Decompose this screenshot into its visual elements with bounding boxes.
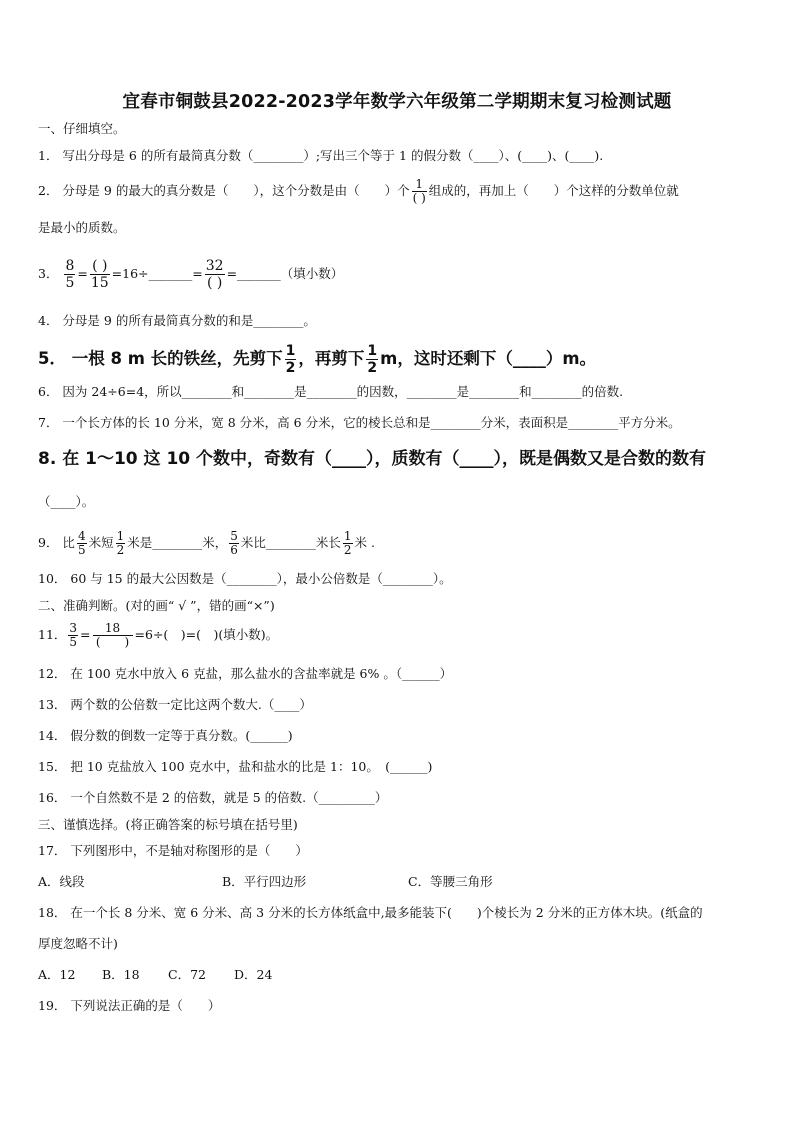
question-13: 13． 两个数的公倍数一定比这两个数大.（____） xyxy=(38,697,312,712)
fraction-denominator: 5 xyxy=(69,635,78,649)
question-9-text-c: 米是________米， xyxy=(127,535,228,550)
fraction-denominator: ( ) xyxy=(206,275,223,291)
question-18-continuation: 厚度忽略不计) xyxy=(38,936,118,951)
question-2-fraction xyxy=(412,178,427,205)
fraction-denominator: 6 xyxy=(230,543,238,557)
fraction-numerator: 1 xyxy=(285,343,296,359)
question-18: 18． 在一个长 8 分米、宽 6 分米、高 3 分米的长方体纸盒中,最多能装下( )个棱长为 2 分米的正方体木块。(纸盒的 xyxy=(38,905,703,920)
question-9-text-d: 米比________米长 xyxy=(240,535,341,550)
question-5 xyxy=(38,343,596,376)
option-c: C．72 xyxy=(168,967,206,982)
question-7: 7． 一个长方体的长 10 分米，宽 8 分米，高 6 分米，它的棱长总和是________分米，表面积是________平方分米。 xyxy=(38,415,681,430)
fraction-numerator: 1 xyxy=(412,178,427,192)
question-6: 6． 因为 24÷6=4，所以________和________是________的因数，________是________和________的倍数. xyxy=(38,384,624,399)
option-c: C．等腰三角形 xyxy=(408,874,493,889)
option-d: D．24 xyxy=(234,967,273,982)
fraction-numerator: 3 xyxy=(69,621,78,635)
question-9-fraction-2 xyxy=(116,530,126,557)
fraction-numerator: 8 xyxy=(65,258,75,274)
question-8: 8. 在 1～10 这 10 个数中，奇数有（____），质数有（____），既是偶数又是合数的数有 xyxy=(38,449,707,469)
question-11-fraction-1 xyxy=(68,622,78,649)
question-9-text-b: 米短 xyxy=(88,535,114,550)
question-5-text-b: ，再剪下 xyxy=(298,349,365,368)
question-9-text-a: 9． 比 xyxy=(38,535,75,550)
section-heading-choose: 三、谨慎选择。(将正确答案的标号填在括号里) xyxy=(38,817,298,832)
question-3-fraction-2 xyxy=(90,258,110,291)
fraction-denominator: 2 xyxy=(285,360,296,376)
question-12: 12． 在 100 克水中放入 6 克盐，那么盐水的含盐率就是 6% 。（______） xyxy=(38,666,453,681)
question-9-fraction-4 xyxy=(343,530,353,557)
question-5-fraction-1 xyxy=(285,343,297,376)
question-4: 4． 分母是 9 的所有最简真分数的和是________。 xyxy=(38,313,316,328)
fraction-numerator: 5 xyxy=(230,529,238,543)
fraction-numerator: 4 xyxy=(77,529,86,543)
fraction-denominator: 5 xyxy=(77,543,86,557)
question-10: 10． 60 与 15 的最大公因数是（________），最小公倍数是（________）。 xyxy=(38,571,452,586)
question-9-fraction-1 xyxy=(77,530,87,557)
fraction-denominator: 2 xyxy=(116,543,125,557)
fraction-denominator: 5 xyxy=(65,275,75,291)
option-a: A．线段 xyxy=(38,874,85,889)
question-11 xyxy=(38,622,278,649)
fraction-numerator: 18 xyxy=(93,622,133,636)
question-3-label: 3． xyxy=(38,266,59,281)
question-2-text-a: 2． 分母是 9 的最大的真分数是（ ），这个分数是由（ ）个 xyxy=(38,183,410,198)
equals-sign: = xyxy=(80,627,91,642)
question-2 xyxy=(38,178,679,205)
fraction-denominator: 2 xyxy=(343,543,352,557)
option-a: A．12 xyxy=(38,967,76,982)
question-1: 1． 写出分母是 6 的所有最简真分数（________）;写出三个等于 1 的假分数（____）、(____)、(____). xyxy=(38,148,604,163)
fraction-numerator: 32 xyxy=(205,258,224,274)
question-3 xyxy=(38,258,343,291)
question-9-text-e: 米 . xyxy=(354,535,375,550)
fraction-denominator: ( ) xyxy=(95,635,130,649)
fraction-numerator: 1 xyxy=(116,529,125,543)
fraction-numerator: 1 xyxy=(367,343,378,359)
section-heading-fill-in: 一、仔细填空。 xyxy=(38,121,126,136)
question-19: 19． 下列说法正确的是（ ） xyxy=(38,998,221,1013)
question-11-text-b: =6÷( )=( )(填小数)。 xyxy=(134,627,279,642)
question-9 xyxy=(38,530,375,557)
question-2-continuation: 是最小的质数。 xyxy=(38,220,126,235)
section-heading-judge: 二、准确判断。(对的画“ √ ”，错的画“×”) xyxy=(38,598,275,613)
question-17: 17． 下列图形中，不是轴对称图形的是（ ） xyxy=(38,843,308,858)
page-title: 宜春市铜鼓县2022-2023学年数学六年级第二学期期末复习检测试题 xyxy=(122,92,672,112)
fraction-denominator: 15 xyxy=(90,275,109,291)
question-8-continuation: （____）。 xyxy=(38,494,95,509)
question-3-middle: =16÷_______= xyxy=(111,266,203,281)
question-14: 14． 假分数的倒数一定等于真分数。(______) xyxy=(38,728,293,743)
question-15: 15． 把 10 克盐放入 100 克水中，盐和盐水的比是 1：10。 (______) xyxy=(38,759,433,774)
fraction-denominator: 2 xyxy=(367,360,378,376)
question-16: 16． 一个自然数不是 2 的倍数，就是 5 的倍数.（_________） xyxy=(38,790,388,805)
fraction-denominator: ( ) xyxy=(412,191,426,205)
question-3-fraction-3 xyxy=(205,258,225,291)
question-5-text-a: 5． 一根 8 m 长的铁丝，先剪下 xyxy=(38,349,283,368)
fraction-numerator: 1 xyxy=(343,529,352,543)
question-9-fraction-3 xyxy=(229,530,239,557)
question-3-fraction-1 xyxy=(64,258,75,291)
question-2-text-b: 组成的，再加上（ ）个这样的分数单位就 xyxy=(428,183,679,198)
question-18-options xyxy=(38,967,272,983)
question-11-label: 11． xyxy=(38,627,67,642)
question-3-end: =_______（填小数） xyxy=(226,266,344,281)
option-b: B．18 xyxy=(102,967,140,982)
question-17-options xyxy=(38,874,493,890)
fraction-numerator: ( ) xyxy=(90,258,110,275)
question-5-fraction-2 xyxy=(366,343,378,376)
question-11-fraction-2 xyxy=(93,622,133,649)
option-b: B．平行四边形 xyxy=(222,874,307,889)
question-5-text-c: m，这时还剩下（____）m。 xyxy=(380,349,597,368)
equals-sign: = xyxy=(77,266,88,281)
